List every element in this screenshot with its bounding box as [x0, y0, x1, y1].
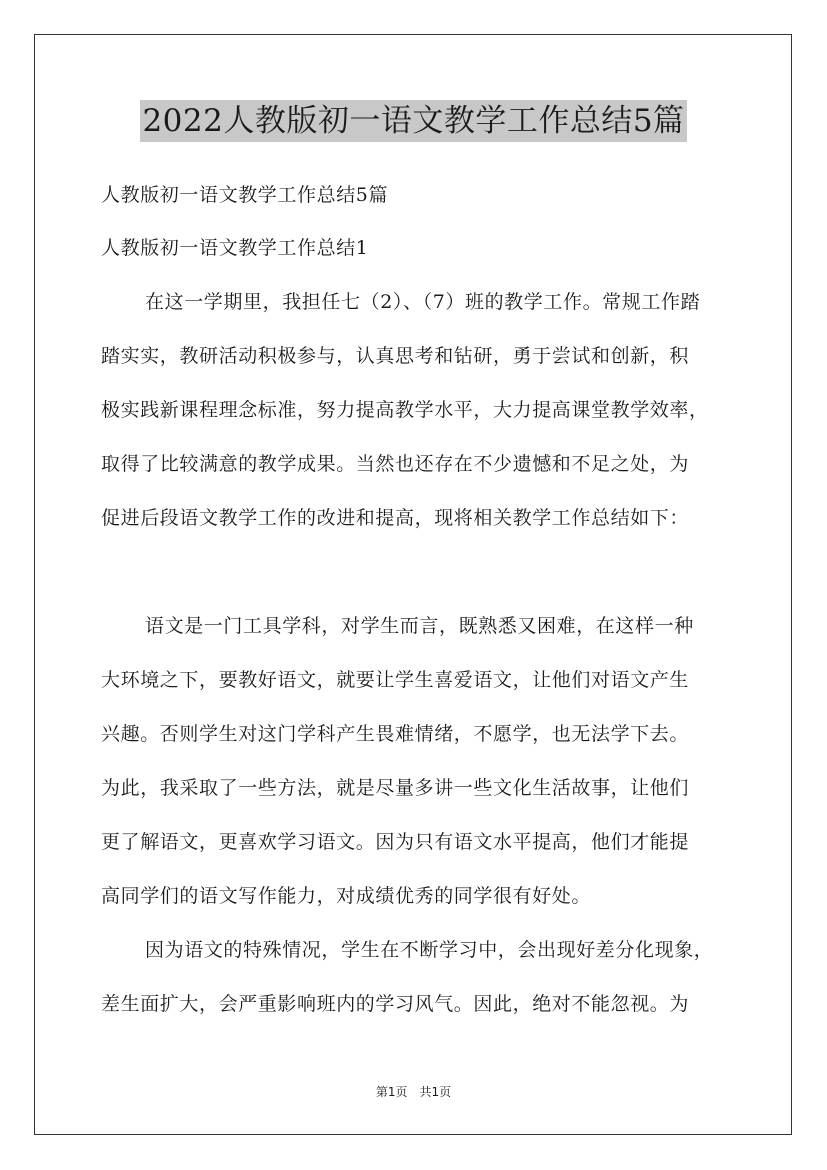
paragraph-line: 促进后段语文教学工作的改进和提高，现将相关教学工作总结如下：: [101, 507, 690, 529]
paragraph-line: 差生面扩大，会严重影响班内的学习风气。因此，绝对不能忽视。为: [101, 993, 690, 1015]
document-subtitle: 人教版初一语文教学工作总结5篇: [101, 184, 389, 206]
paragraph-line: 高同学们的语文写作能力，对成绩优秀的同学很有好处。: [101, 885, 592, 907]
paragraph-line: 在这一学期里，我担任七（2）、（7）班的教学工作。常规工作踏: [145, 291, 701, 313]
paragraph-line: 更了解语文，更喜欢学习语文。因为只有语文水平提高，他们才能提: [101, 831, 690, 853]
paragraph-line: 因为语文的特殊情况，学生在不断学习中，会出现好差分化现象，: [145, 939, 714, 961]
paragraph-line: 兴趣。否则学生对这门学科产生畏难情绪，不愿学，也无法学下去。: [101, 723, 690, 745]
page-number-footer: 第1页 共1页: [375, 1085, 452, 1099]
paragraph-line: 语文是一门工具学科，对学生而言，既熟悉又困难，在这样一种: [145, 615, 694, 637]
document-title[interactable]: 2022人教版初一语文教学工作总结5篇: [140, 100, 686, 142]
document-title-wrap: [0, 100, 827, 142]
paragraph-line: 极实践新课程理念标准，努力提高教学水平，大力提高课堂教学效率，: [101, 399, 709, 421]
paragraph-line: 大环境之下，要教好语文，就要让学生喜爱语文，让他们对语文产生: [101, 669, 690, 691]
section-heading: 人教版初一语文教学工作总结1: [101, 237, 369, 259]
paragraph-line: 踏实实，教研活动积极参与，认真思考和钻研，勇于尝试和创新，积: [101, 345, 690, 367]
paragraph-line: 为此，我采取了一些方法，就是尽量多讲一些文化生活故事，让他们: [101, 777, 690, 799]
paragraph-line: 取得了比较满意的教学成果。当然也还存在不少遗憾和不足之处，为: [101, 453, 690, 475]
